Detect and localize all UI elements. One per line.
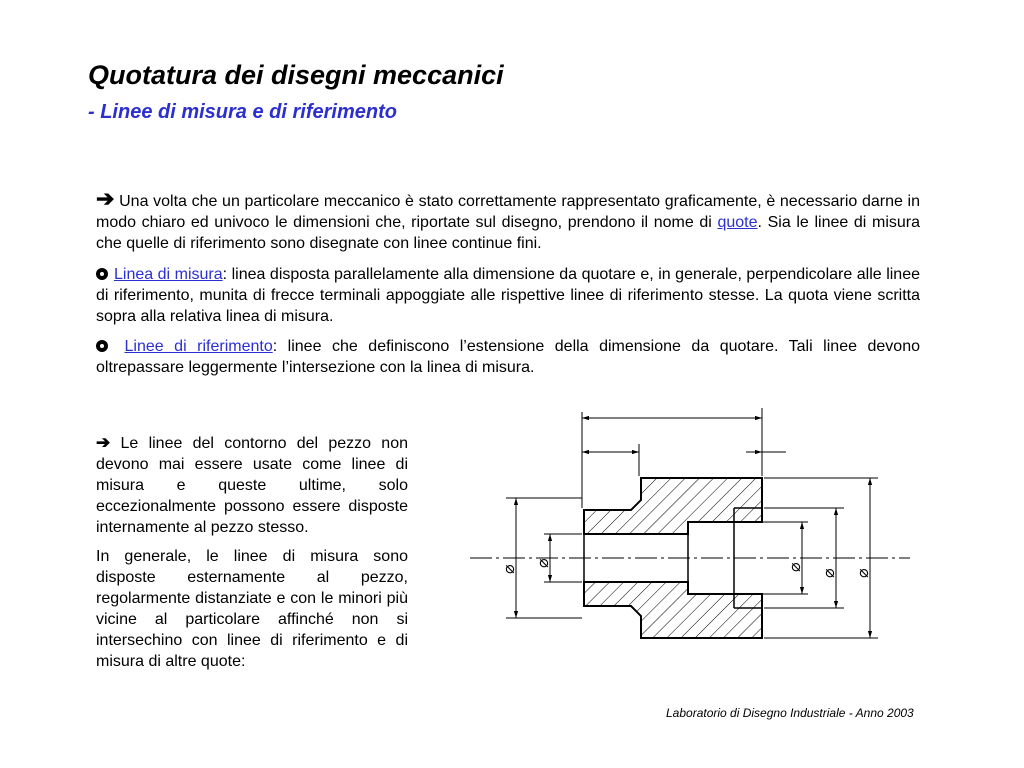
left-column-para-1-text: Le linee del contorno del pezzo non devono mai essere usate come linee di misura e queste ultime, solo eccezionalmente possono essere disposte internamente al pezzo stesso. <box>96 435 408 536</box>
circle-bullet-icon <box>96 340 108 352</box>
circle-bullet-icon <box>96 268 108 280</box>
paragraph-intro-text: Una volta che un particolare meccanico è stato correttamente rappresentato graficamente, è necessario darne in modo chiaro ed univoco le dimensioni che, riportate sul disegno, prendono il nome di <box>96 193 920 231</box>
page-subtitle: - Linee di misura e di riferimento <box>88 101 397 123</box>
diameter-label: ⌀ <box>499 564 518 574</box>
right-arrow-icon: ➔ <box>96 433 111 452</box>
diameter-label: ⌀ <box>819 568 838 578</box>
paragraph-linea-misura <box>96 264 920 327</box>
diameter-label: ⌀ <box>853 568 872 578</box>
footer-text: Laboratorio di Disegno Industriale - Anno 2003 <box>666 706 914 720</box>
paragraph-intro-text-end: . Sia le linee di misura che quelle di riferimento sono disegnate con linee continue fini. <box>96 214 921 252</box>
mechanical-drawing <box>466 400 916 660</box>
section-lower <box>584 582 762 638</box>
quote-link[interactable]: quote <box>717 214 758 231</box>
linee-riferimento-text: : linee che definiscono l’estensione della dimensione da quotare. Tali linee devono oltrepassare leggermente l’intersezione con la linea di misura. <box>96 338 920 376</box>
linee-riferimento-link[interactable]: Linee di riferimento <box>124 338 273 355</box>
diameter-label: ⌀ <box>533 558 552 568</box>
page-title: Quotatura dei disegni meccanici <box>88 60 504 90</box>
left-column-para-2: In generale, le linee di misura sono disposte esternamente al pezzo, regolarmente distanziate e con le minori più vicine al particolare affinché non si intersechino con linee di riferimento e di misura di altre quote: <box>96 548 408 670</box>
left-column <box>96 432 408 680</box>
paragraph-intro <box>96 188 920 254</box>
left-column-para-1 <box>96 432 408 538</box>
linea-misura-link[interactable]: Linea di misura <box>114 266 223 283</box>
right-arrow-icon: ➔ <box>96 186 115 211</box>
linea-misura-text: : linea disposta parallelamente alla dimensione da quotare e, in generale, perpendicolare alle linee di riferimento, munita di frecce terminali appoggiate alle rispettive linee di riferimento stesse. La quota viene scritta sopra alla relativa linea di misura. <box>96 266 920 325</box>
diameter-label: ⌀ <box>785 562 804 572</box>
paragraph-linee-riferimento <box>96 336 920 378</box>
section-upper <box>584 478 762 534</box>
